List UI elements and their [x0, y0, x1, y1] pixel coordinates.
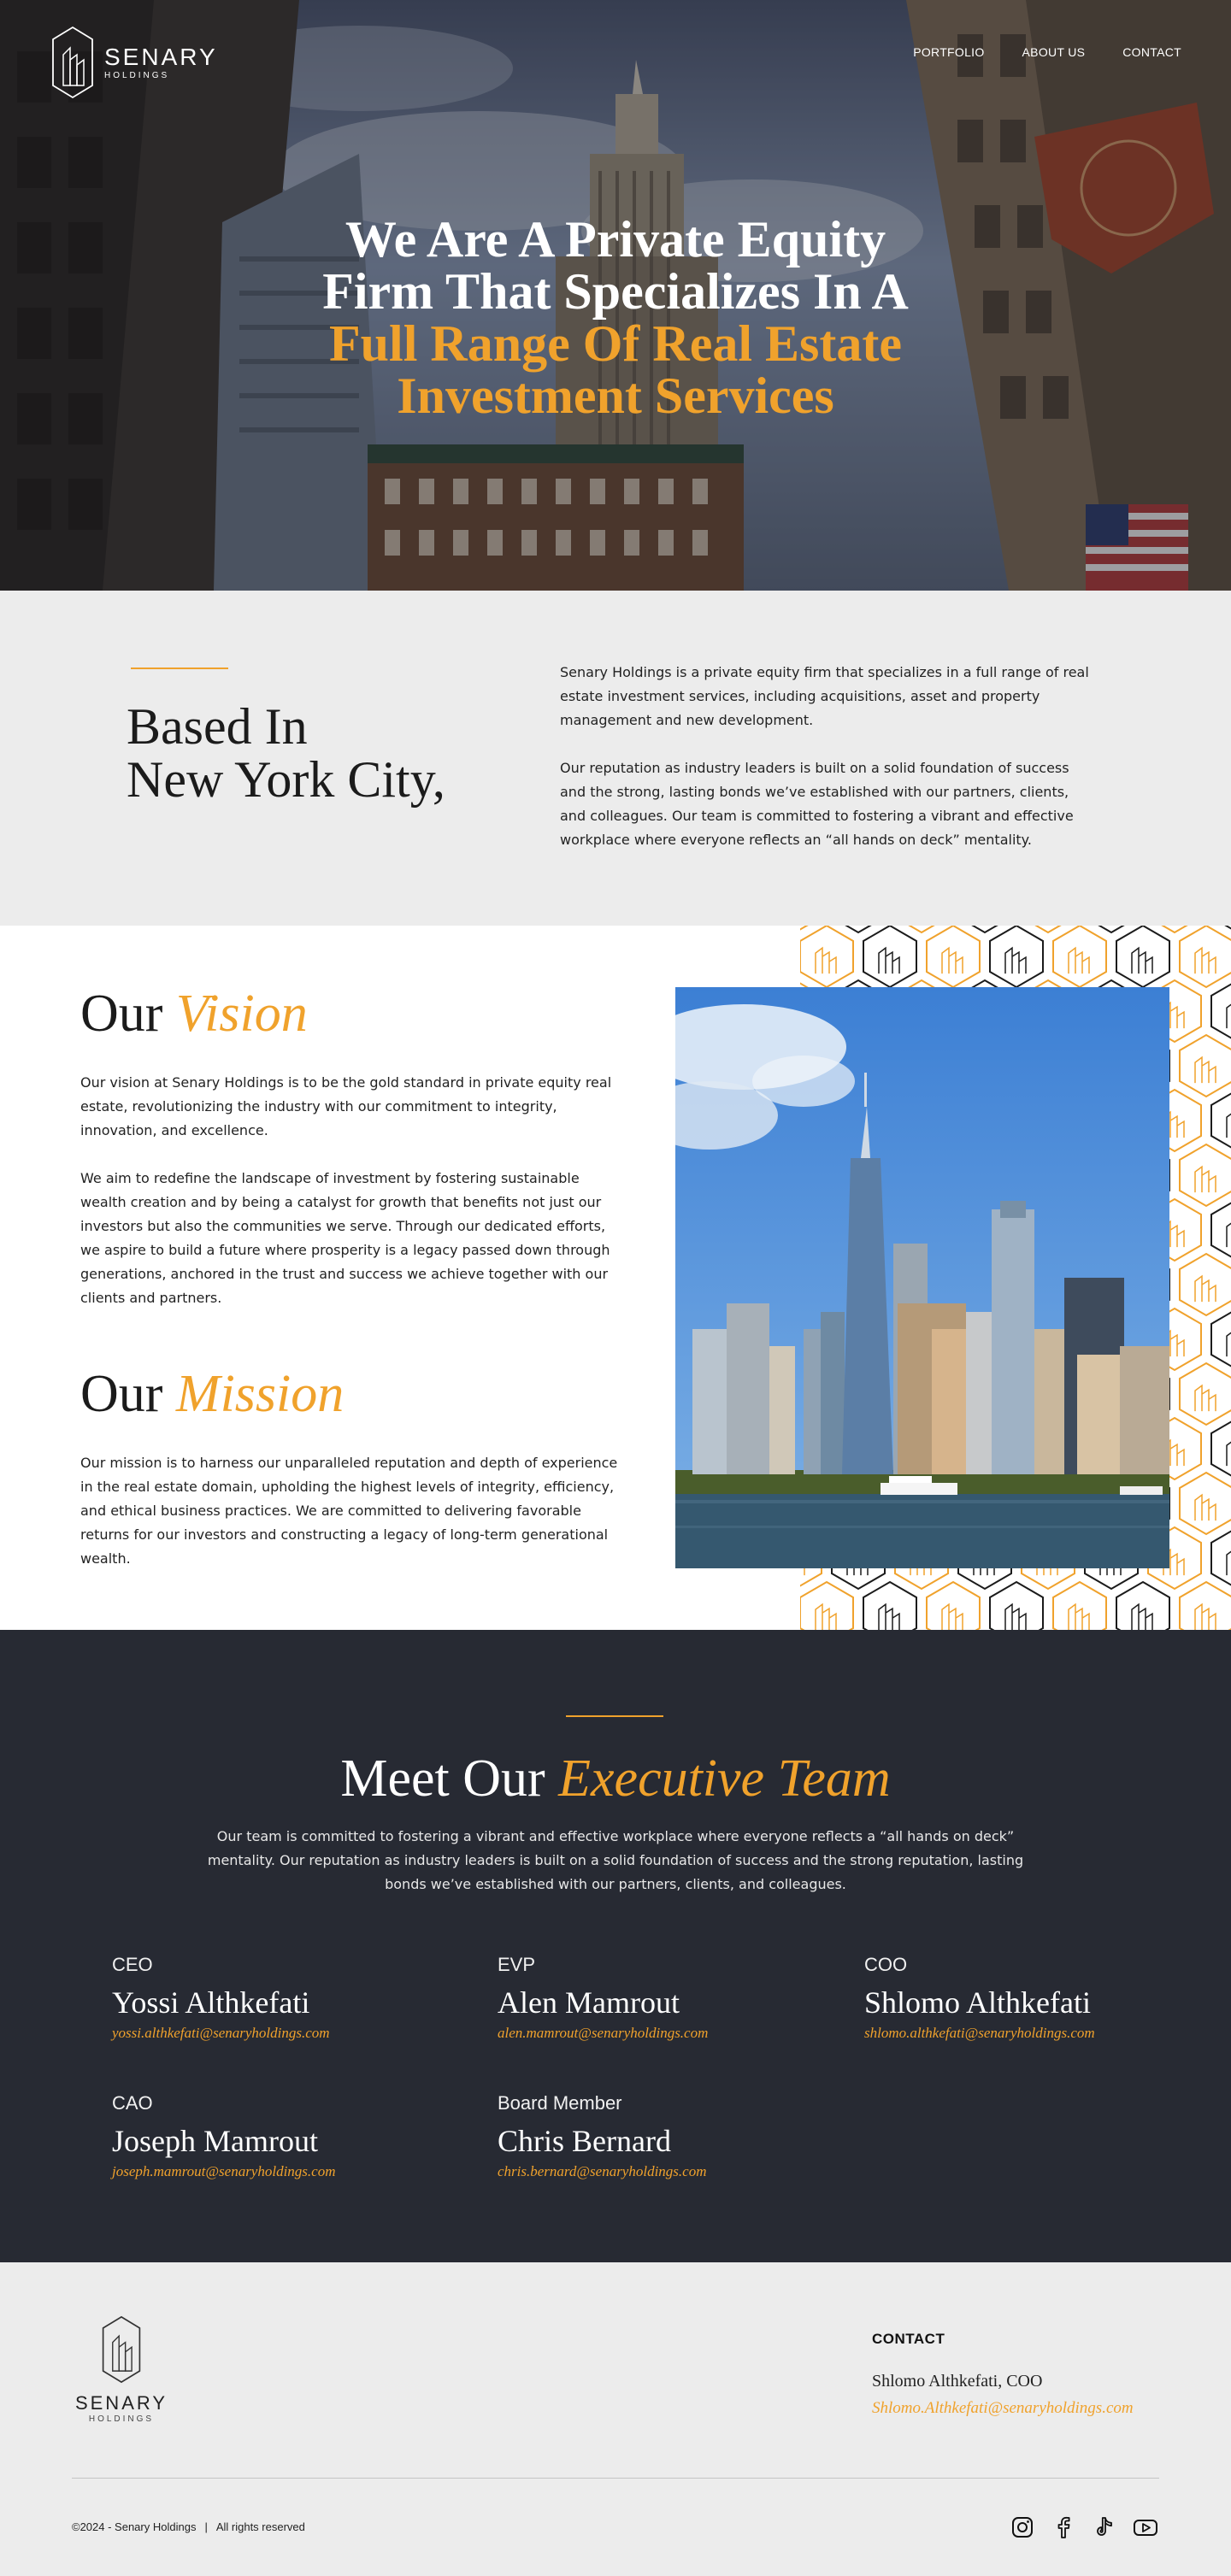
vision-paragraph-1: Our vision at Senary Holdings is to be the gold standard in private equity real estate, revolutionizing the industry with our commitment to integrity, innovation, and excellence.	[80, 1074, 612, 1138]
vision-heading	[80, 984, 308, 1044]
hexagon-tile	[1148, 926, 1201, 932]
member-name: Joseph Mamrout	[112, 2124, 318, 2158]
lower-manhattan-image	[675, 987, 1169, 1568]
senary-logo-icon	[51, 26, 94, 99]
team-intro: Our team is committed to fostering a vibrant and effective workplace where everyone reflects a “all hands on deck” mentality. Our reputation as industry leaders is built on a solid foundation of success and the strong reputation, lasting bonds we’ve established with our partners, clients, and colleagues.	[207, 1828, 1024, 1892]
footer-copyright	[72, 2520, 305, 2533]
hero-line-4: Investment Services	[397, 368, 834, 424]
member-name: Shlomo Althkefati	[864, 1985, 1091, 2020]
hexagon-tile	[1180, 1363, 1231, 1425]
site-footer	[0, 2262, 1231, 2576]
header-brand-name: SENARY	[104, 43, 218, 70]
hexagon-tile	[1085, 926, 1138, 932]
based-heading-line-1: Based In	[127, 698, 308, 755]
team-heading-accent: Executive Team	[558, 1750, 891, 1808]
tiktok-icon[interactable]	[1091, 2514, 1118, 2541]
based-in-section	[0, 591, 1231, 926]
member-name: Chris Bernard	[498, 2124, 671, 2158]
header-logo[interactable]	[51, 26, 218, 99]
social-links	[1009, 2514, 1159, 2541]
vision-heading-plain: Our	[80, 985, 163, 1043]
header-brand-sub: HOLDINGS	[104, 70, 170, 80]
member-name: Yossi Althkefati	[112, 1985, 310, 2020]
mission-paragraph-1: Our mission is to harness our unparalleled reputation and depth of experience in the real estate domain, upholding the highest levels of integrity, efficiency, and ethical business practices. We are committed to delivering favorable returns for our investors and constructing a legacy of long-term generational wealth.	[80, 1455, 618, 1567]
member-email-link[interactable]: shlomo.althkefati@senaryholdings.com	[864, 2025, 1095, 2041]
hero-line-1: We Are A Private Equity	[345, 211, 886, 268]
main-menu	[913, 45, 1181, 59]
youtube-icon[interactable]	[1132, 2514, 1159, 2541]
hexagon-tile	[1211, 1418, 1231, 1479]
copyright-text: ©2024 - Senary Holdings	[72, 2520, 197, 2533]
footer-brand-name: SENARY	[74, 2392, 168, 2414]
footer-contact-email-link[interactable]: Shlomo.Althkefati@senaryholdings.com	[872, 2399, 1134, 2417]
vision-mission-section	[0, 926, 1231, 1630]
footer-logo[interactable]	[70, 2315, 173, 2424]
hexagon-tile	[927, 1582, 980, 1630]
hexagon-tile	[1211, 1309, 1231, 1370]
hexagon-tile	[1180, 1144, 1231, 1206]
based-text	[560, 661, 1098, 852]
facebook-icon[interactable]	[1050, 2514, 1077, 2541]
vision-heading-accent: Vision	[175, 985, 308, 1043]
top-navigation	[0, 0, 1231, 120]
hexagon-tile	[958, 926, 1011, 932]
member-role: CEO	[112, 1954, 153, 1975]
hexagon-tile	[1211, 1090, 1231, 1151]
hero-line-3: Full Range Of Real Estate	[329, 315, 902, 372]
hexagon-tile	[863, 1582, 916, 1630]
hexagon-tile	[1180, 1473, 1231, 1534]
hero-headline	[0, 211, 1231, 424]
footer-contact-name: Shlomo Althkefati, COO	[872, 2372, 1043, 2391]
hexagon-tile	[1053, 1582, 1106, 1630]
executive-team-section	[0, 1630, 1231, 2262]
hexagon-tile	[1180, 1035, 1231, 1097]
hexagon-tile	[1180, 926, 1231, 987]
team-member-card	[112, 2091, 336, 2182]
team-accent-rule	[566, 1715, 663, 1717]
hexagon-tile	[1180, 1582, 1231, 1630]
member-role: COO	[864, 1954, 908, 1975]
mission-heading-accent: Mission	[175, 1365, 345, 1423]
based-heading	[127, 700, 445, 806]
accent-rule	[131, 668, 228, 669]
hexagon-tile	[990, 926, 1043, 987]
member-email-link[interactable]: yossi.althkefati@senaryholdings.com	[112, 2025, 330, 2041]
mission-heading	[80, 1364, 344, 1424]
hexagon-tile	[863, 926, 916, 987]
mission-heading-plain: Our	[80, 1365, 163, 1423]
footer-contact-heading: CONTACT	[872, 2331, 945, 2347]
copyright-separator: |	[204, 2520, 208, 2533]
nav-about-link[interactable]: ABOUT US	[1022, 45, 1086, 59]
instagram-icon[interactable]	[1009, 2514, 1036, 2541]
hexagon-tile	[927, 926, 980, 987]
hexagon-tile	[1116, 1582, 1169, 1630]
hexagon-tile	[1180, 1254, 1231, 1315]
team-member-card	[864, 1953, 1095, 2044]
vision-text	[80, 1071, 619, 1310]
team-heading-plain: Meet Our	[340, 1750, 545, 1808]
team-heading	[0, 1744, 1231, 1813]
team-member-card	[498, 1953, 708, 2044]
member-role: CAO	[112, 2092, 153, 2114]
based-paragraph-2: Our reputation as industry leaders is built on a solid foundation of success and the strong, lasting bonds we’ve established with our partners, clients, and colleagues. Our team is committed to fostering a vibrant and effective workplace where everyone reflects an “all hands on deck” mentality.	[560, 760, 1074, 848]
footer-brand-sub: HOLDINGS	[88, 2414, 155, 2424]
vision-paragraph-2: We aim to redefine the landscape of investment by fostering sustainable wealth creation and by being a catalyst for growth that benefits not just our investors but also the communities we serve. Through our dedicated efforts, we aspire to build a future where prosperity is a legacy passed down through generations, anchored in the trust and success we achieve together with our clients and partners.	[80, 1170, 610, 1306]
hexagon-tile	[1116, 926, 1169, 987]
skyline-photo	[675, 987, 1169, 1568]
hexagon-tile	[1211, 1199, 1231, 1261]
nav-portfolio-link[interactable]: PORTFOLIO	[913, 45, 985, 59]
hexagon-tile	[1211, 1527, 1231, 1589]
hexagon-tile	[1211, 926, 1231, 932]
member-role: Board Member	[498, 2092, 622, 2114]
hero-line-2: Firm That Specializes In A	[322, 263, 909, 320]
mission-text	[80, 1451, 627, 1571]
team-member-card	[112, 1953, 330, 2044]
hexagon-tile	[895, 926, 948, 932]
hexagon-tile	[990, 1582, 1043, 1630]
team-member-card	[498, 2091, 707, 2182]
based-heading-line-2: New York City,	[127, 751, 445, 808]
member-name: Alen Mamrout	[498, 1985, 680, 2020]
rights-text: All rights reserved	[215, 2520, 305, 2533]
senary-logo-icon	[101, 2315, 142, 2384]
nav-contact-link[interactable]: CONTACT	[1122, 45, 1181, 59]
member-email-link[interactable]: joseph.mamrout@senaryholdings.com	[112, 2163, 336, 2179]
member-email-link[interactable]: alen.mamrout@senaryholdings.com	[498, 2025, 709, 2041]
hero-section	[0, 0, 1231, 591]
footer-divider	[72, 2478, 1159, 2479]
hexagon-tile	[800, 1582, 853, 1630]
member-role: EVP	[498, 1954, 536, 1975]
hexagon-tile	[1022, 926, 1075, 932]
hexagon-tile	[1053, 926, 1106, 987]
hexagon-tile	[800, 926, 853, 987]
hexagon-tile	[1211, 980, 1231, 1042]
hexagon-tile	[832, 926, 885, 932]
member-email-link[interactable]: chris.bernard@senaryholdings.com	[498, 2163, 707, 2179]
based-paragraph-1: Senary Holdings is a private equity firm that specializes in a full range of real estate investment services, including acquisitions, asset and property management and new development.	[560, 664, 1089, 728]
